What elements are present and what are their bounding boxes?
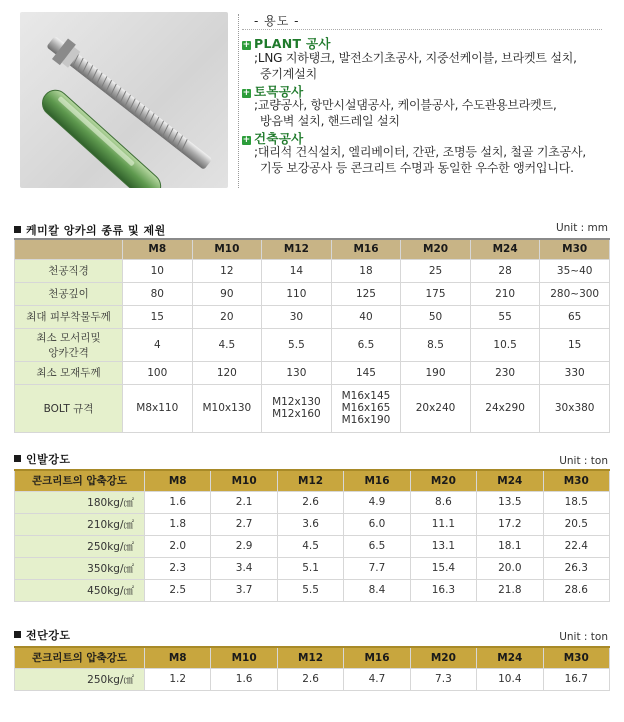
table-cell: 15.4 bbox=[410, 557, 476, 579]
table-cell: 13.5 bbox=[477, 491, 543, 513]
table-cell: 110 bbox=[262, 282, 332, 305]
category-plant-desc bbox=[254, 51, 614, 82]
table-cell: 5.5 bbox=[277, 579, 343, 601]
column-header-m16: M16 bbox=[344, 647, 410, 668]
table-header-row bbox=[15, 470, 610, 491]
shear-unit: Unit : ton bbox=[559, 631, 608, 643]
table-cell: 2.7 bbox=[211, 513, 277, 535]
row-label: 250kg/㎠ bbox=[15, 535, 145, 557]
desc-line: ;대리석 건식설치, 엘리베이터, 간판, 조명등 설치, 철골 기초공사, bbox=[254, 145, 587, 159]
table-cell: 28 bbox=[470, 259, 540, 282]
table-cell: 20x240 bbox=[401, 384, 471, 432]
table-header-row bbox=[15, 647, 610, 668]
table-cell: 55 bbox=[470, 305, 540, 328]
table-cell: 4.7 bbox=[344, 668, 410, 690]
desc-line: ;LNG 지하탱크, 발전소기초공사, 지중선케이블, 브라켓트 설치, bbox=[254, 51, 577, 65]
table-header-row bbox=[15, 239, 610, 259]
table-cell: 20.5 bbox=[543, 513, 609, 535]
table-row bbox=[15, 282, 610, 305]
table-cell: 18 bbox=[331, 259, 401, 282]
table-cell: 14 bbox=[262, 259, 332, 282]
table-cell: 130 bbox=[262, 361, 332, 384]
table-cell: 11.1 bbox=[410, 513, 476, 535]
table-cell: 8.6 bbox=[410, 491, 476, 513]
table-row bbox=[15, 259, 610, 282]
table-cell: 4.5 bbox=[192, 328, 262, 361]
category-building-desc bbox=[254, 145, 614, 176]
table-row bbox=[15, 305, 610, 328]
desc-line: 기둥 보강공사 등 콘크리트 수명과 동일한 우수한 앵커입니다. bbox=[260, 160, 574, 175]
table-cell: 4.9 bbox=[344, 491, 410, 513]
row-label: 최소 모서리및 앙카간격 bbox=[15, 328, 123, 361]
table-cell: 10.5 bbox=[470, 328, 540, 361]
table-cell: 3.7 bbox=[211, 579, 277, 601]
table-cell: 175 bbox=[401, 282, 471, 305]
spec-title: 케미칼 앙카의 종류 및 제원 bbox=[26, 224, 166, 237]
shear-title: 전단강도 bbox=[26, 629, 71, 642]
table-cell: 2.6 bbox=[277, 668, 343, 690]
vertical-divider bbox=[238, 14, 239, 188]
table-cell: 17.2 bbox=[477, 513, 543, 535]
table-cell: M8x110 bbox=[123, 384, 193, 432]
table-cell: 10.4 bbox=[477, 668, 543, 690]
row-label: 250kg/㎠ bbox=[15, 668, 145, 690]
spec-unit: Unit : mm bbox=[555, 222, 608, 234]
pull-title: 인발강도 bbox=[26, 453, 71, 466]
table-cell: 210 bbox=[470, 282, 540, 305]
table-cell: 6.0 bbox=[344, 513, 410, 535]
table-cell: 1.8 bbox=[145, 513, 211, 535]
table-cell: 65 bbox=[540, 305, 610, 328]
table-cell: 80 bbox=[123, 282, 193, 305]
square-bullet-icon bbox=[14, 455, 21, 462]
table-cell: 230 bbox=[470, 361, 540, 384]
table-cell: 4.5 bbox=[277, 535, 343, 557]
column-header-m12: M12 bbox=[277, 647, 343, 668]
row-label: 최소 모재두께 bbox=[15, 361, 123, 384]
column-header-m20: M20 bbox=[401, 239, 471, 259]
desc-line: ;교량공사, 항만시설댐공사, 케이블공사, 수도관용브라켓트, bbox=[254, 98, 557, 112]
pull-section-header bbox=[14, 451, 610, 467]
column-header-m8: M8 bbox=[123, 239, 193, 259]
table-cell: 6.5 bbox=[344, 535, 410, 557]
table-cell: 2.5 bbox=[145, 579, 211, 601]
table-cell: 13.1 bbox=[410, 535, 476, 557]
table-cell: 16.3 bbox=[410, 579, 476, 601]
table-cell: 5.1 bbox=[277, 557, 343, 579]
table-cell: 20.0 bbox=[477, 557, 543, 579]
column-header-m16: M16 bbox=[331, 239, 401, 259]
table-row bbox=[15, 557, 610, 579]
row-label: 210kg/㎠ bbox=[15, 513, 145, 535]
table-cell: 7.3 bbox=[410, 668, 476, 690]
row-label: 180kg/㎠ bbox=[15, 491, 145, 513]
table-cell: 8.4 bbox=[344, 579, 410, 601]
row-label: 350kg/㎠ bbox=[15, 557, 145, 579]
column-header-m12: M12 bbox=[277, 470, 343, 491]
column-header-label: 콘크리트의 압축강도 bbox=[15, 647, 145, 668]
table-cell: 1.6 bbox=[211, 668, 277, 690]
table-cell: M16x145 M16x165 M16x190 bbox=[331, 384, 401, 432]
plus-bullet-icon: + bbox=[242, 88, 251, 98]
table-cell: 12 bbox=[192, 259, 262, 282]
table-cell: 15 bbox=[540, 328, 610, 361]
table-cell: 3.4 bbox=[211, 557, 277, 579]
table-cell: 18.5 bbox=[543, 491, 609, 513]
table-cell: 2.1 bbox=[211, 491, 277, 513]
table-cell: 125 bbox=[331, 282, 401, 305]
plus-bullet-icon: + bbox=[242, 40, 251, 50]
table-cell: 4 bbox=[123, 328, 193, 361]
table-cell: 24x290 bbox=[470, 384, 540, 432]
row-label: 천공깊이 bbox=[15, 282, 123, 305]
table-cell: 2.6 bbox=[277, 491, 343, 513]
table-cell: 3.6 bbox=[277, 513, 343, 535]
category-building-label: 건축공사 bbox=[254, 131, 304, 146]
row-label: BOLT 규격 bbox=[15, 384, 123, 432]
usage-title: - 용도 - bbox=[254, 14, 300, 28]
table-row bbox=[15, 328, 610, 361]
table-cell: 2.9 bbox=[211, 535, 277, 557]
desc-line: 중기계설치 bbox=[260, 66, 317, 81]
table-cell: 2.0 bbox=[145, 535, 211, 557]
table-cell: 22.4 bbox=[543, 535, 609, 557]
table-cell: 16.7 bbox=[543, 668, 609, 690]
table-cell: 7.7 bbox=[344, 557, 410, 579]
table-cell: 8.5 bbox=[401, 328, 471, 361]
table-row bbox=[15, 668, 610, 690]
plus-bullet-icon: + bbox=[242, 135, 251, 145]
table-cell: 35~40 bbox=[540, 259, 610, 282]
column-header-m10: M10 bbox=[192, 239, 262, 259]
column-header-m12: M12 bbox=[262, 239, 332, 259]
table-cell: 330 bbox=[540, 361, 610, 384]
table-cell: 6.5 bbox=[331, 328, 401, 361]
table-cell: 5.5 bbox=[262, 328, 332, 361]
column-header-m30: M30 bbox=[543, 470, 609, 491]
table-cell: 100 bbox=[123, 361, 193, 384]
table-row bbox=[15, 535, 610, 557]
table-cell: M12x130 M12x160 bbox=[262, 384, 332, 432]
table-cell: 1.6 bbox=[145, 491, 211, 513]
column-header-m8: M8 bbox=[145, 647, 211, 668]
table-row bbox=[15, 384, 610, 432]
table-cell: M10x130 bbox=[192, 384, 262, 432]
usage-divider bbox=[242, 29, 602, 30]
anchor-bolt-image bbox=[20, 12, 228, 188]
table-cell: 18.1 bbox=[477, 535, 543, 557]
category-plant-label: PLANT 공사 bbox=[254, 36, 331, 51]
category-plant bbox=[242, 34, 331, 52]
table-cell: 30 bbox=[262, 305, 332, 328]
table-row bbox=[15, 361, 610, 384]
column-header-m8: M8 bbox=[145, 470, 211, 491]
column-header-label bbox=[15, 239, 123, 259]
row-label: 최대 피부착물두께 bbox=[15, 305, 123, 328]
column-header-m20: M20 bbox=[410, 470, 476, 491]
table-cell: 30x380 bbox=[540, 384, 610, 432]
table-cell: 26.3 bbox=[543, 557, 609, 579]
column-header-m24: M24 bbox=[477, 470, 543, 491]
top-section bbox=[20, 12, 620, 190]
shear-table bbox=[14, 646, 610, 691]
row-label: 천공직경 bbox=[15, 259, 123, 282]
table-cell: 190 bbox=[401, 361, 471, 384]
column-header-m24: M24 bbox=[477, 647, 543, 668]
shear-section-header bbox=[14, 627, 610, 643]
square-bullet-icon bbox=[14, 226, 21, 233]
table-cell: 120 bbox=[192, 361, 262, 384]
table-row bbox=[15, 491, 610, 513]
table-row bbox=[15, 513, 610, 535]
column-header-m10: M10 bbox=[211, 647, 277, 668]
square-bullet-icon bbox=[14, 631, 21, 638]
column-header-m30: M30 bbox=[543, 647, 609, 668]
spec-table bbox=[14, 238, 610, 433]
table-cell: 145 bbox=[331, 361, 401, 384]
table-cell: 1.2 bbox=[145, 668, 211, 690]
table-cell: 40 bbox=[331, 305, 401, 328]
table-cell: 15 bbox=[123, 305, 193, 328]
product-photo bbox=[20, 12, 228, 188]
table-cell: 90 bbox=[192, 282, 262, 305]
table-cell: 20 bbox=[192, 305, 262, 328]
table-cell: 28.6 bbox=[543, 579, 609, 601]
table-cell: 280~300 bbox=[540, 282, 610, 305]
pull-table bbox=[14, 469, 610, 602]
table-row bbox=[15, 579, 610, 601]
category-civil-desc bbox=[254, 98, 614, 129]
column-header-label: 콘크리트의 압축강도 bbox=[15, 470, 145, 491]
pull-unit: Unit : ton bbox=[559, 455, 608, 467]
row-label: 450kg/㎠ bbox=[15, 579, 145, 601]
column-header-m30: M30 bbox=[540, 239, 610, 259]
table-cell: 50 bbox=[401, 305, 471, 328]
table-cell: 25 bbox=[401, 259, 471, 282]
column-header-m16: M16 bbox=[344, 470, 410, 491]
table-cell: 10 bbox=[123, 259, 193, 282]
column-header-m10: M10 bbox=[211, 470, 277, 491]
category-civil-label: 토목공사 bbox=[254, 84, 304, 99]
column-header-m24: M24 bbox=[470, 239, 540, 259]
desc-line: 방음벽 설치, 핸드레일 설치 bbox=[260, 113, 400, 128]
column-header-m20: M20 bbox=[410, 647, 476, 668]
spec-section-header bbox=[14, 222, 610, 238]
table-cell: 21.8 bbox=[477, 579, 543, 601]
table-cell: 2.3 bbox=[145, 557, 211, 579]
